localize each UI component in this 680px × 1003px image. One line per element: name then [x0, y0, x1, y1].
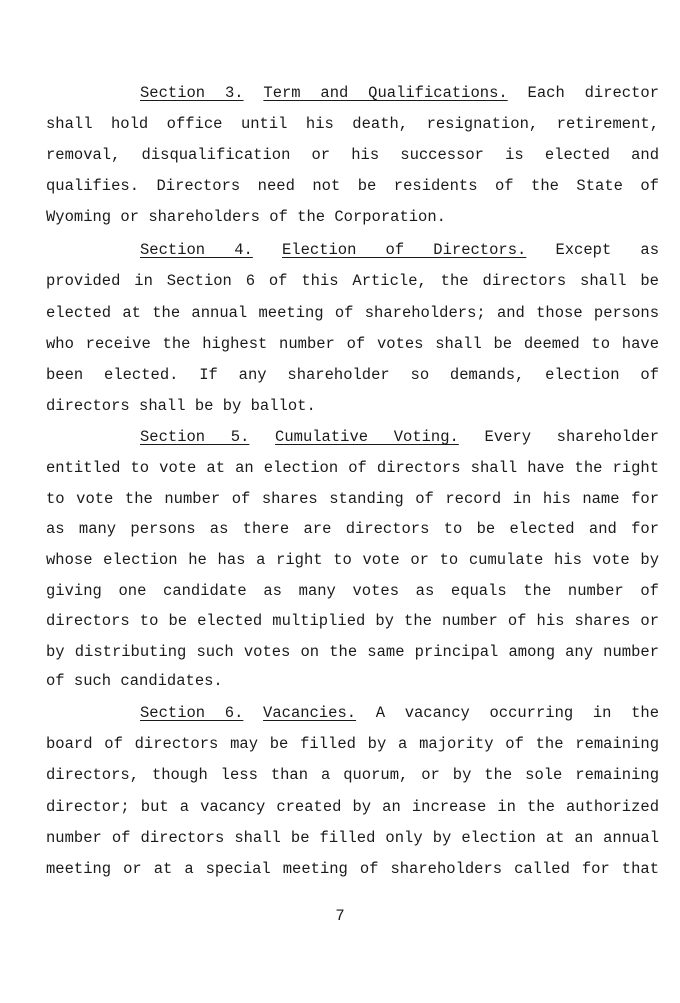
section-3-line-3: qualifies. Directors need not be residents of the State of	[46, 177, 659, 195]
section-5-title: Cumulative Voting.	[275, 428, 459, 446]
section-4-line-1: provided in Section 6 of this Article, the directors shall be	[46, 272, 659, 290]
page-number: 7	[335, 907, 345, 925]
section-6-line-0: A vacancy occurring in the	[375, 704, 659, 722]
section-3-title: Term and Qualifications.	[263, 84, 508, 102]
section-5-line-3: as many persons as there are directors to be elected and for	[46, 520, 659, 538]
section-5-line-8: of such candidates.	[46, 672, 223, 690]
section-6-line-2: directors, though less than a quorum, or by the sole remaining	[46, 766, 659, 784]
section-4-number: Section 4.	[140, 241, 253, 259]
section-4-line-0: Except as	[555, 241, 659, 259]
section-6-line-5: meeting or at a special meeting of shareholders called for that	[46, 860, 659, 878]
section-3-line-1: shall hold office until his death, resignation, retirement,	[46, 115, 659, 133]
section-3-heading-line	[140, 82, 659, 104]
section-5-heading-line	[140, 426, 659, 448]
section-3-line-0: Each director	[527, 84, 659, 102]
section-5-line-5: giving one candidate as many votes as equals the number of	[46, 582, 659, 600]
section-5-line-1: entitled to vote at an election of directors shall have the right	[46, 459, 659, 477]
section-6-line-1: board of directors may be filled by a majority of the remaining	[46, 735, 659, 753]
section-5-line-6: directors to be elected multiplied by the number of his shares or	[46, 612, 659, 630]
section-4-heading-line	[140, 239, 659, 261]
section-6-title: Vacancies.	[263, 704, 357, 722]
section-5-line-4: whose election he has a right to vote or to cumulate his vote by	[46, 551, 659, 569]
section-5-number: Section 5.	[140, 428, 250, 446]
section-4-line-5: directors shall be by ballot.	[46, 397, 316, 415]
section-5-line-2: to vote the number of shares standing of record in his name for	[46, 490, 659, 508]
section-4-line-3: who receive the highest number of votes shall be deemed to have	[46, 335, 659, 353]
section-3-number: Section 3.	[140, 84, 244, 102]
section-4-title: Election of Directors.	[282, 241, 527, 259]
section-6-line-4: number of directors shall be filled only by election at an annual	[46, 829, 659, 847]
section-5-line-7: by distributing such votes on the same principal among any number	[46, 643, 659, 661]
section-4-line-4: been elected. If any shareholder so demands, election of	[46, 366, 659, 384]
section-6-number: Section 6.	[140, 704, 244, 722]
section-6-heading-line	[140, 702, 659, 724]
section-3-line-4: Wyoming or shareholders of the Corporation.	[46, 208, 446, 226]
section-3-line-2: removal, disqualification or his successor is elected and	[46, 146, 659, 164]
section-6-line-3: director; but a vacancy created by an increase in the authorized	[46, 798, 659, 816]
section-4-line-2: elected at the annual meeting of shareholders; and those persons	[46, 304, 659, 322]
section-5-line-0: Every shareholder	[484, 428, 659, 446]
